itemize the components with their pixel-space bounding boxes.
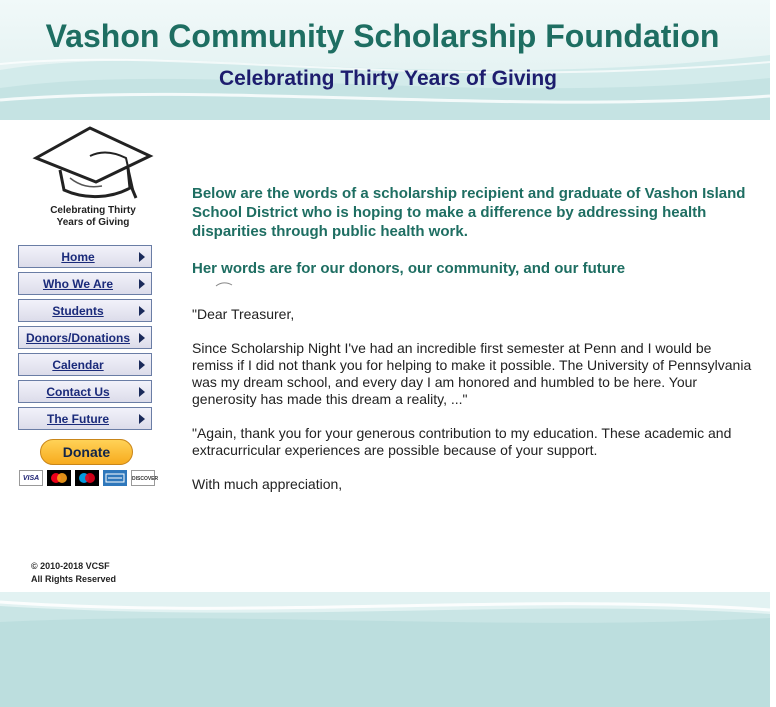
nav-item-label: Calendar	[52, 358, 104, 372]
subhead-text: Her words are for our donors, our community, and our future	[192, 260, 626, 277]
visa-card-icon: VISA	[19, 470, 43, 486]
nav-item-calendar[interactable]	[18, 353, 152, 376]
site-title: Vashon Community Scholarship Foundation	[45, 18, 720, 54]
mastercard-icon	[47, 470, 71, 486]
swoosh-decoration	[216, 282, 232, 288]
nav-item-contact-us[interactable]	[18, 380, 152, 403]
nav-item-donors-donations[interactable]	[18, 326, 152, 349]
triangle-right-icon	[139, 333, 145, 343]
nav-item-label: Home	[61, 250, 95, 264]
nav-item-label: Donors/Donations	[26, 331, 130, 345]
nav-item-home[interactable]	[18, 245, 152, 268]
letter-paragraph-2: "Again, thank you for your generous contribution to my education. These academic and extracurricular experiences are possible because of your support.	[192, 425, 732, 458]
letter-salutation: "Dear Treasurer,	[192, 306, 295, 322]
copyright-line1: © 2010-2018 VCSF	[31, 561, 110, 571]
site-subtitle: Celebrating Thirty Years of Giving	[218, 67, 558, 90]
triangle-right-icon	[139, 414, 145, 424]
triangle-right-icon	[139, 360, 145, 370]
copyright	[31, 560, 116, 586]
discover-card-icon: DISCOVER	[131, 470, 155, 486]
letter-closing: With much appreciation,	[192, 476, 343, 492]
logo-caption-line2: Years of Giving	[56, 217, 130, 228]
footer-wave-decoration	[0, 592, 770, 707]
triangle-right-icon	[139, 252, 145, 262]
copyright-line2: All Rights Reserved	[31, 574, 117, 584]
nav-item-label: Contact Us	[46, 385, 110, 399]
nav-item-students[interactable]	[18, 299, 152, 322]
nav-item-the-future[interactable]	[18, 407, 152, 430]
nav-item-label: The Future	[47, 412, 109, 426]
nav-item-label: Who We Are	[42, 277, 113, 291]
amex-card-icon	[103, 470, 127, 486]
logo-caption	[38, 205, 148, 229]
logo-caption-line1: Celebrating Thirty	[50, 205, 136, 216]
triangle-right-icon	[139, 306, 145, 316]
nav-item-label: Students	[52, 304, 104, 318]
maestro-card-icon	[75, 470, 99, 486]
nav-item-who-we-are[interactable]	[18, 272, 152, 295]
sidebar-nav	[18, 245, 152, 434]
triangle-right-icon	[139, 279, 145, 289]
intro-text: Below are the words of a scholarship recipient and graduate of Vashon Island School District who is hoping to make a difference by addressing health disparities through public health work.	[192, 185, 746, 240]
donate-button[interactable]: Donate	[40, 439, 133, 465]
graduation-cap-icon	[30, 126, 156, 202]
triangle-right-icon	[139, 387, 145, 397]
site-header	[0, 0, 770, 120]
letter-paragraph-1: Since Scholarship Night I've had an incredible first semester at Penn and I would be remiss if I did not thank you for helping to make it possible. The University of Pennsylvania was my dream school, and every day I am honored and humbled to be here. Your generosity has made this dream a reality, ..."	[192, 340, 752, 407]
footer-wave	[0, 592, 770, 707]
